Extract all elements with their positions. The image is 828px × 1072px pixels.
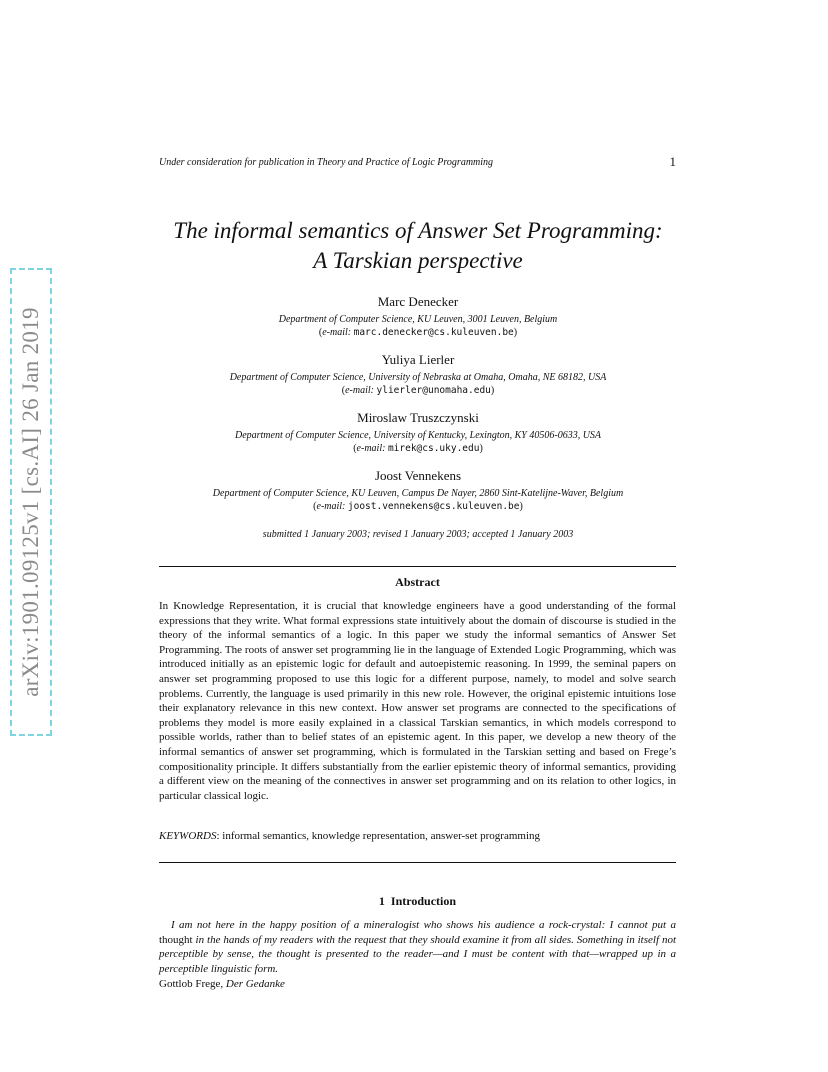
author-name: Yuliya Lierler [381,352,455,367]
section-title: Introduction [390,894,457,908]
keywords-label: KEYWORDS [159,830,217,842]
keywords-text: : informal semantics, knowledge representation, answer-set programming [216,830,541,842]
arxiv-identifier[interactable]: arXiv:1901.09125v1 [cs.AI] 26 Jan 2019 [18,307,43,697]
epigraph-part-1: I am not here in the happy position of a mineralogist who shows his audience a rock-crystal: I cannot put a [171,919,676,931]
epigraph-quote [159,918,676,976]
author-email: (e-mail: joost.vennekens@cs.kuleuven.be) [313,501,523,512]
title-line-1: The informal semantics of Answer Set Programming: [173,218,663,243]
abstract-top-rule [159,566,676,567]
author-email: (e-mail: ylierler@unomaha.edu) [341,385,495,396]
epigraph-attribution [159,977,676,991]
author-affiliation: Department of Computer Science, University of Nebraska at Omaha, Omaha, NE 68182, USA [229,372,607,383]
author-block-4 [100,467,736,514]
email-label: e-mail: [316,501,346,512]
title-line-2: A Tarskian perspective [313,248,523,273]
author-name: Joost Vennekens [374,468,462,483]
email-label: e-mail: [356,443,386,454]
author-name: Marc Denecker [377,294,459,309]
submission-dates: submitted 1 January 2003; revised 1 January 2003; accepted 1 January 2003 [262,529,574,540]
author-affiliation: Department of Computer Science, KU Leuven, 3001 Leuven, Belgium [278,314,558,325]
arxiv-stamp [10,268,52,736]
running-head: Under consideration for publication in Theory and Practice of Logic Programming [159,157,494,168]
abstract-heading: Abstract [395,575,440,589]
page-number: 1 [669,154,676,169]
author-name: Miroslaw Truszczynski [357,410,479,425]
email-address[interactable]: ylierler@unomaha.edu [376,385,491,396]
author-email: (e-mail: mirek@cs.uky.edu) [353,443,483,454]
section-number: 1 [378,894,385,908]
keywords [159,829,676,843]
abstract-bottom-rule [159,862,676,863]
email-label: e-mail: [322,327,352,338]
epigraph-work: Der Gedanke [225,978,285,990]
paper-title [100,216,736,276]
epigraph-author: Gottlob Frege, [159,978,226,990]
author-block-1 [100,293,736,340]
email-address[interactable]: mirek@cs.uky.edu [387,443,480,454]
abstract-body: In Knowledge Representation, it is crucial that knowledge engineers have a good understanding of the formal expressions that they write. What formal expressions state intuitively about the domain of discourse is studied in the theory of the informal semantics of a logic. In this paper we study the informal semantics of Answer Set Programming. The roots of answer set programming lie in the language of Extended Logic Programming, which was introduced initially as an epistemic logic for default and autoepistemic reasoning. In 1999, the seminal papers on answer set programming proposed to use this logic for a different purpose, namely, to model and solve search problems. Currently, the language is used primarily in this new role. However, the original epistemic intuitions lose their explanatory relevance in this new context. How answer set programs are connected to the specifications of problems they model is more easily explained in a classical Tarskian semantics, in which models correspond to possible worlds, rather than to belief states of an epistemic agent. In this paper, we develop a new theory of the informal semantics of answer set programming, which is formulated in the Tarskian setting and based on Frege’s compositionality principle. It differs substantially from the earlier epistemic theory of informal semantics, providing a different view on the meaning of the connectives in answer set programming and on its relation to other logics, in particular classical logic. [159,600,676,802]
section-heading [159,894,676,909]
author-block-3 [100,409,736,456]
email-address[interactable]: joost.vennekens@cs.kuleuven.be [347,501,520,512]
email-label: e-mail: [345,385,374,396]
epigraph-upright-word: thought [159,933,193,946]
epigraph-part-2: in the hands of my readers with the request that they should examine it from all sides. Something in itself not perceptible by sense, the thought is presented to the reader—and I must be content with that—wrapped up in a perceptible linguistic form. [159,933,676,975]
email-address[interactable]: marc.denecker@cs.kuleuven.be [353,327,514,338]
author-email: (e-mail: marc.denecker@cs.kuleuven.be) [318,327,518,338]
author-affiliation: Department of Computer Science, KU Leuven, Campus De Nayer, 2860 Sint-Katelijne-Waver, Belgium [212,488,624,499]
author-affiliation: Department of Computer Science, University of Kentucky, Lexington, KY 40506-0633, USA [234,430,602,441]
author-block-2 [100,351,736,398]
